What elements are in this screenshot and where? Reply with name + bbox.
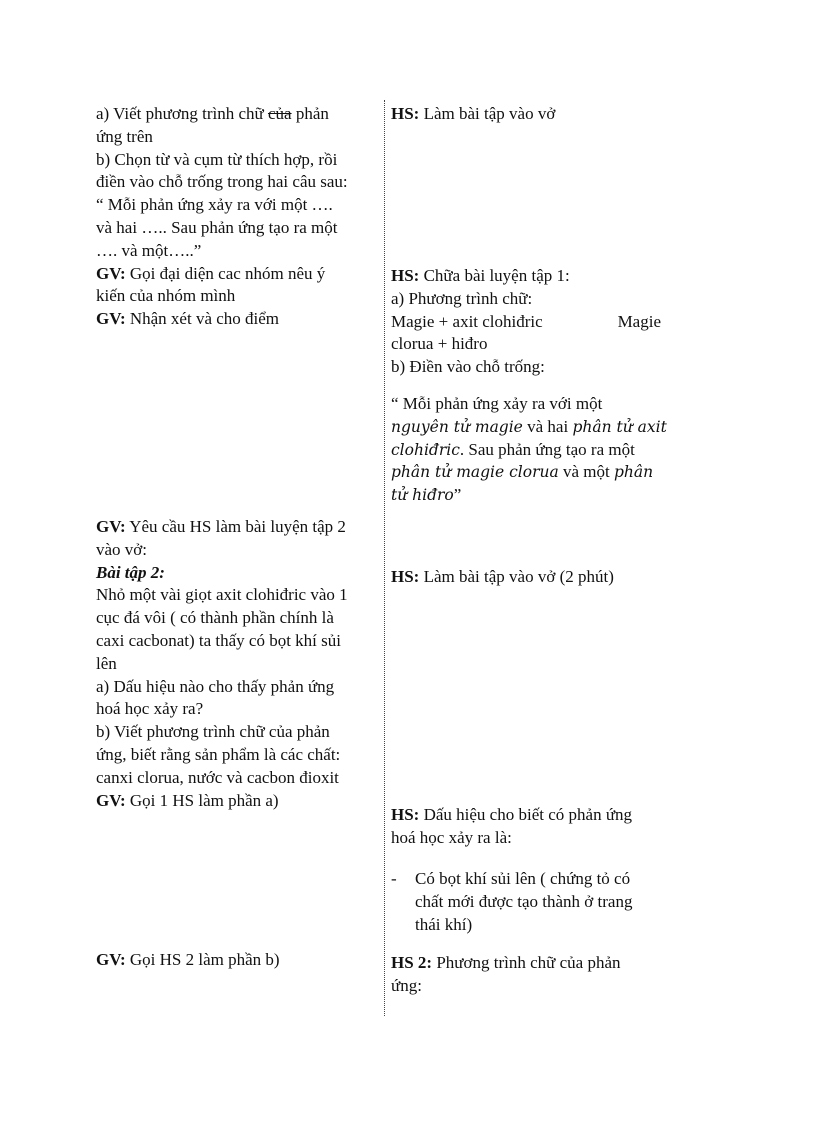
text-line <box>96 263 378 286</box>
italic-answer: nguyên tử magie <box>391 417 523 436</box>
text-line <box>391 288 661 311</box>
bold-label: GV: <box>96 263 126 283</box>
text-line <box>96 217 378 240</box>
bold-label: HS 2: <box>391 953 433 972</box>
bold-label: Bài tập 2: <box>96 562 165 582</box>
right-1-text <box>391 103 661 126</box>
text-segment: phản <box>291 104 329 123</box>
text-line <box>391 393 661 416</box>
right-3-text <box>391 393 667 507</box>
text-line <box>391 975 661 998</box>
text-line <box>391 484 661 507</box>
text-line <box>96 562 378 585</box>
text-segment: b) Viết phương trình chữ của phản <box>96 722 330 742</box>
bold-label: GV: <box>96 790 126 810</box>
text-segment: chất mới được tạo thành ở trang <box>415 891 633 911</box>
bold-label: HS: <box>391 567 420 586</box>
text-line <box>96 171 378 194</box>
text-line <box>96 676 378 699</box>
text-line <box>391 103 661 126</box>
text-line <box>96 240 378 263</box>
text-line <box>96 698 378 721</box>
text-segment: “ Mỗi phản ứng xảy ra với một <box>391 394 603 413</box>
bold-label: HS: <box>391 805 420 824</box>
text-segment: Magie <box>617 311 661 331</box>
text-segment: canxi clorua, nước và cacbon đioxit <box>96 767 339 787</box>
text-segment: cục đá vôi ( có thành phần chính là <box>96 608 334 628</box>
text-line <box>391 804 661 827</box>
text-line <box>391 333 661 356</box>
text-segment: và hai <box>522 416 573 436</box>
text-segment: b) Điền vào chỗ trống: <box>391 357 545 377</box>
bold-label: HS: <box>391 266 420 285</box>
bold-label: GV: <box>96 309 126 329</box>
text-segment: clorua + hiđro <box>391 334 488 354</box>
text-line <box>96 308 378 331</box>
text-line <box>391 461 661 484</box>
text-line <box>96 630 378 653</box>
text-line <box>391 952 661 975</box>
text-segment: Nhỏ một vài giọt axit clohiđric vào 1 <box>96 585 348 605</box>
text-line <box>96 949 378 972</box>
text-line <box>391 416 667 439</box>
text-line <box>96 103 378 126</box>
right-6-text <box>391 868 685 936</box>
text-segment: a) Dấu hiệu nào cho thấy phản ứng <box>96 676 335 696</box>
italic-answer: clohiđric <box>391 440 460 459</box>
text-segment: hoá học xảy ra là: <box>391 827 512 847</box>
column-divider <box>384 100 385 1016</box>
bold-label: GV: <box>96 950 126 969</box>
right-4-text <box>391 566 661 589</box>
text-segment: Nhận xét và cho điểm <box>125 309 280 329</box>
text-line <box>415 891 685 914</box>
text-segment: hoá học xảy ra? <box>96 699 204 719</box>
text-line <box>96 584 378 607</box>
text-line <box>415 868 685 891</box>
text-line <box>96 149 378 172</box>
text-segment: Phương trình chữ của phản <box>432 953 621 972</box>
text-line <box>96 790 378 813</box>
text-segment: b) Chọn từ và cụm từ thích hợp, rồi <box>96 149 338 169</box>
text-segment: Có bọt khí sủi lên ( chứng tỏ có <box>415 869 631 888</box>
text-line <box>391 439 661 462</box>
text-segment: ứng trên <box>96 126 153 146</box>
text-line <box>96 285 378 308</box>
text-line <box>96 767 378 790</box>
text-segment: Gọi HS 2 làm phần b) <box>125 950 280 969</box>
right-5-text <box>391 804 661 850</box>
text-segment: Dấu hiệu cho biết có phản ứng <box>419 805 633 824</box>
text-segment: a) Phương trình chữ: <box>391 288 533 308</box>
text-segment: ” <box>453 485 462 505</box>
italic-answer: tử hiđro <box>391 486 454 505</box>
text-line <box>96 744 378 767</box>
text-segment: caxi cacbonat) ta thấy có bọt khí sủi <box>96 630 341 650</box>
text-line <box>391 311 661 334</box>
text-line <box>415 914 685 937</box>
text-segment: …. và một…..” <box>96 240 202 260</box>
italic-answer: phân tử axit <box>572 417 667 436</box>
text-segment: ứng: <box>391 975 422 995</box>
text-segment: kiến của nhóm mình <box>96 286 236 306</box>
text-segment: điền vào chỗ trống trong hai câu sau: <box>96 172 348 192</box>
text-segment: “ Mỗi phản ứng xảy ra với một …. <box>96 195 333 215</box>
text-segment: a) Viết phương trình chữ <box>96 104 268 123</box>
right-2-text <box>391 265 661 379</box>
text-segment: thái khí) <box>415 914 473 934</box>
text-segment: . Sau phản ứng tạo ra một <box>459 439 635 459</box>
left-2-text <box>96 516 378 812</box>
text-segment: lên <box>96 653 117 673</box>
text-line <box>96 607 378 630</box>
text-segment: Làm bài tập vào vở <box>419 104 556 123</box>
text-segment: Magie + axit clohiđric <box>391 311 543 331</box>
text-segment: và một <box>558 462 614 482</box>
text-segment: ứng, biết rằng sản phẩm là các chất: <box>96 744 341 764</box>
text-line <box>96 516 378 539</box>
bold-label: GV: <box>96 517 126 536</box>
text-segment: vào vở: <box>96 539 148 559</box>
bold-label: HS: <box>391 104 420 123</box>
italic-answer: phân tử magie clorua <box>391 463 559 482</box>
text-segment: Gọi 1 HS làm phần a) <box>125 790 279 810</box>
text-line <box>391 566 661 589</box>
text-segment: Làm bài tập vào vở (2 phút) <box>419 567 614 586</box>
text-segment: và hai ….. Sau phản ứng tạo ra một <box>96 217 338 237</box>
text-segment: Yêu cầu HS làm bài luyện tập 2 <box>125 517 346 536</box>
text-line <box>96 126 378 149</box>
text-line <box>96 194 378 217</box>
text-line <box>391 356 661 379</box>
text-line <box>391 265 661 288</box>
left-3-text <box>96 949 378 972</box>
text-line <box>391 827 661 850</box>
text-line <box>96 653 378 676</box>
text-line <box>96 539 378 562</box>
text-segment: Gọi đại diện cac nhóm nêu ý <box>125 263 326 283</box>
text-segment: Chữa bài luyện tập 1: <box>419 266 570 285</box>
text-segment: của <box>267 104 292 123</box>
bullet-marker: - <box>391 869 397 888</box>
text-line <box>96 721 378 744</box>
right-7-text <box>391 952 661 998</box>
left-1-text <box>96 103 378 331</box>
italic-answer: phân <box>613 463 654 482</box>
